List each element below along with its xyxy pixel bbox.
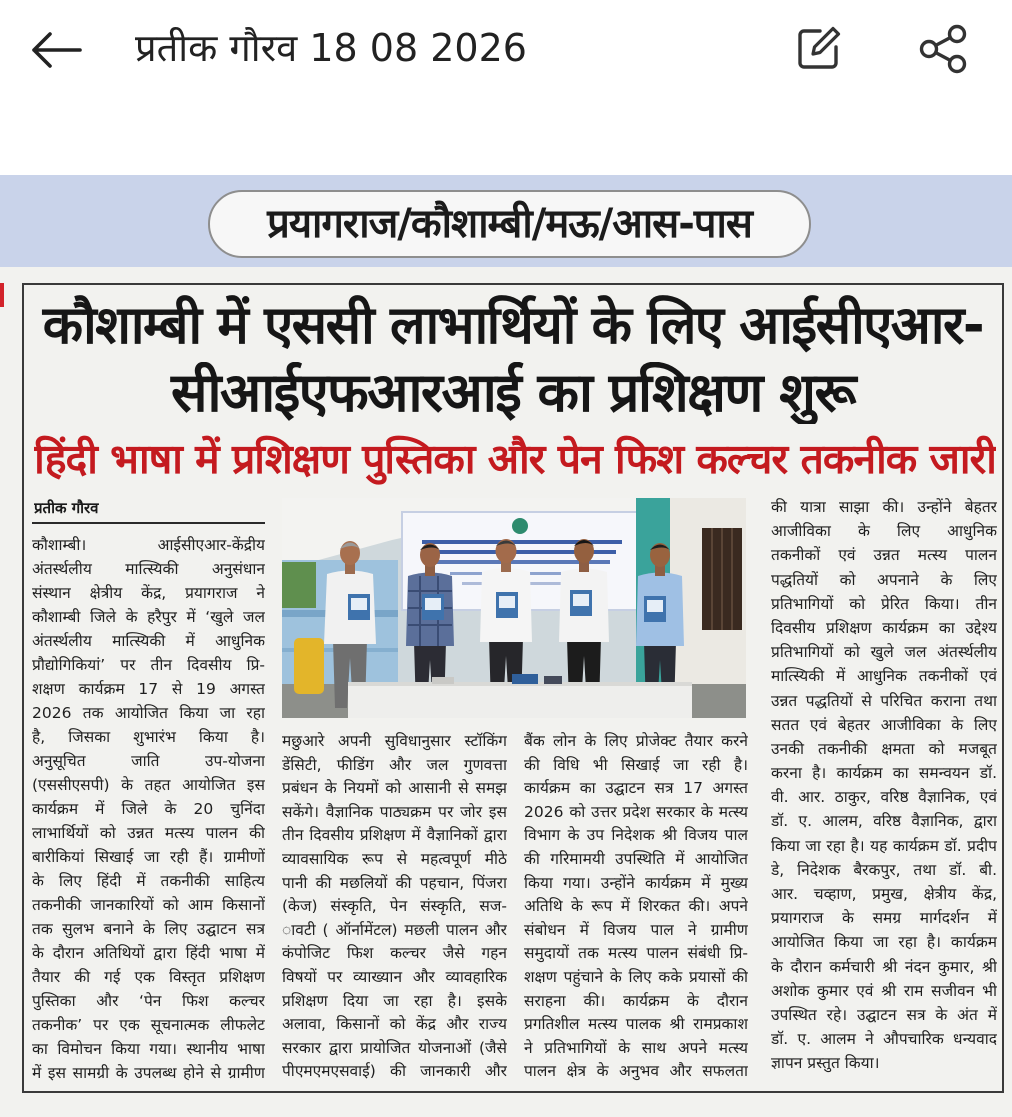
byline-divider <box>32 522 265 524</box>
article-column-1 <box>32 533 265 1088</box>
article-text-line: अंतर्स्थलीय मात्स्यिकी में आधुनिक <box>32 632 265 650</box>
subheadline: हिंदी भाषा में प्रशिक्षण पुस्तिका और पेन फिश कल्चर तकनीक जारी <box>34 435 996 483</box>
article-text-line: शक्षण पहुंचाने के लिए कके प्रयासों की <box>524 967 748 986</box>
article-text-line: लाभार्थियों को उन्नत मत्स्य पालन की <box>32 824 265 842</box>
article-text-line: किया जा रहा है। यह कार्यक्रम डॉ. प्रदीप <box>771 836 997 855</box>
event-photo <box>282 498 746 718</box>
article-text-line: समुदायों तक मत्स्य पालन संबंधी प्रि- <box>524 944 748 963</box>
article-text-line: तैयार की गई एक विस्तृत प्रशिक्षण <box>32 968 265 986</box>
section-tag[interactable] <box>208 190 811 258</box>
article-text-line: (एससीएसपी) के तहत आयोजित इस <box>32 776 265 794</box>
article-text-line: तकनीकों एवं उन्नत मत्स्य पालन <box>771 546 997 565</box>
article-text-line: कौशाम्बी जिले के हरैपुर में ‘खुले जल <box>32 608 265 626</box>
edit-icon <box>793 24 843 74</box>
news-article <box>22 283 1004 1093</box>
article-text-line: विभाग के उप निदेशक श्री विजय पाल <box>524 826 748 845</box>
article-column-2 <box>282 730 507 1087</box>
article-text-line: अशोक कुमार एवं श्री राम सजीवन भी <box>771 981 997 1000</box>
article-text-line: प्रतिभागियों को खुले जल अंतर्स्थलीय <box>771 643 997 662</box>
article-text-line: डॉ. ए. आलम, वरिष्ठ वैज्ञानिक, द्वारा <box>771 812 997 831</box>
article-text-line: कार्यक्रम का उद्घाटन सत्र 17 अगस्त <box>524 779 748 798</box>
share-button[interactable] <box>916 22 970 76</box>
article-text-line: व्यावसायिक रूप से महत्वपूर्ण मीठे <box>282 849 507 868</box>
byline: प्रतीक गौरव <box>34 499 99 517</box>
edit-button[interactable] <box>793 24 843 74</box>
article-text-line: आयोजित किया जा रहा है। कार्यक्रम <box>771 933 997 952</box>
article-text-line: वी. आर. ठाकुर, वरिष्ठ वैज्ञानिक, एवं <box>771 788 997 807</box>
article-column-4 <box>771 495 997 1080</box>
article-text-line: की विधि भी सिखाई जा रही है। <box>524 755 748 774</box>
article-text-line: उनकी तकनीकी क्षमता को मजबूत <box>771 739 997 758</box>
article-text-line: मछुआरे अपनी सुविधानुसार स्टॉकिंग <box>282 732 507 750</box>
article-text-line: तीन दिवसीय प्रशिक्षण में वैज्ञानिकों द्वारा <box>282 826 507 845</box>
section-tag-label: प्रयागराज/कौशाम्बी/मऊ/आस-पास <box>267 201 752 247</box>
article-text-line: उन्नत पद्धतियों से परिचित कराना तथा <box>771 691 997 710</box>
article-text-line: पानी की मछलियों की पहचान, पिंजरा <box>282 873 507 892</box>
article-text-line: में इस सामग्री के उपलब्ध होने से ग्रामीण <box>32 1064 265 1082</box>
article-text-line: डॉ. ए. आलम ने औपचारिक धन्यवाद <box>771 1030 997 1049</box>
article-text-line: ज्ञापन प्रस्तुत किया। <box>771 1054 880 1073</box>
article-text-line: की यात्रा साझा की। उन्होंने बेहतर <box>771 498 997 516</box>
article-text-line: शक्षण कार्यक्रम 17 से 19 अगस्त <box>32 680 265 698</box>
article-text-line: पद्धतियों को अपनाने के लिए <box>771 570 997 589</box>
chair <box>294 638 324 694</box>
article-text-line: विषयों पर व्याख्यान और व्यावहारिक <box>282 967 507 986</box>
article-text-line: कार्यक्रम में जिले के 20 चुनिंदा <box>32 800 265 818</box>
headline-line-1: कौशाम्बी में एससी लाभार्थियों के लिए आईसीएआर- <box>42 295 984 356</box>
article-text-line: है, जिसका शुभारंभ किया है। <box>32 728 265 746</box>
section-band <box>0 175 1012 267</box>
article-text-line: तक सुलभ बनाने के लिए उद्घाटन सत्र <box>32 920 265 938</box>
article-text-line: अनुसूचित जाति उप-योजना <box>32 752 265 770</box>
article-text-line: अतिथि के रूप में शिरकत की। अपने <box>524 897 748 916</box>
article-text-line: पालन क्षेत्र के अनुभव और सफलता <box>524 1062 748 1081</box>
article-text-line: के दौरान कर्मचारी श्री नंदन कुमार, श्री <box>771 957 997 976</box>
article-text-line: बारीकियां सिखाई जा रही हैं। ग्रामीणों <box>32 848 265 866</box>
back-button[interactable] <box>28 28 86 72</box>
article-text-line: प्रयागराज के समग्र मार्गदर्शन में <box>771 909 997 928</box>
article-text-line: ावटी ( ऑर्नामेंटल) मछली पालन और <box>282 920 507 939</box>
page-title: प्रतीक गौरव 18 08 2026 <box>135 26 527 70</box>
article-text-line: दिवसीय प्रशिक्षण कार्यक्रम का उद्देश्य <box>771 618 997 637</box>
article-text-line: करना है। कार्यक्रम का समन्वयन डॉ. <box>771 764 997 783</box>
article-text-line: ने प्रतिभागियों के साथ अपने मत्स्य <box>524 1038 748 1057</box>
app-bar <box>0 0 1012 175</box>
article-text-line: संस्थान क्षेत्रीय केंद्र, प्रयागराज ने <box>32 584 265 602</box>
article-text-line: के दौरान अतिथियों द्वारा हिंदी भाषा में <box>32 944 265 962</box>
article-text-line: सतत एवं बेहतर आजीविका के लिए <box>771 715 997 734</box>
article-text-line: सकेंगे। वैज्ञानिक पाठ्यक्रम पर जोर इस <box>282 802 507 821</box>
article-text-line: प्रशिक्षण दिया जा रहा है। इसके <box>282 991 507 1010</box>
article-text-line: मात्स्यिकी में आधुनिक तकनीकों एवं <box>771 667 997 686</box>
article-text-line: के लिए हिंदी में तकनीकी साहित्य <box>32 872 265 890</box>
article-text-line: प्रौद्योगिकियां’ पर तीन दिवसीय प्रि- <box>32 656 265 674</box>
arrow-left-icon <box>28 28 86 72</box>
article-column-3 <box>524 730 748 1087</box>
article-text-line: कंपोजिट फिश कल्चर जैसे गहन <box>282 944 507 963</box>
article-text-line: 2026 को उत्तर प्रदेश सरकार के मत्स्य <box>524 802 748 821</box>
article-text-line: पीएमएमएसवाई) की जानकारी और <box>282 1062 507 1081</box>
article-text-line: 2026 तक आयोजित किया जा रहा <box>32 704 265 722</box>
article-text-line: प्रगतिशील मत्स्य पालक श्री रामप्रकाश <box>524 1015 748 1034</box>
article-text-line: तकनीक’ पर एक सूचनात्मक लीफलेट <box>32 1016 265 1034</box>
article-text-line: आजीविका के लिए आधुनिक <box>771 522 997 541</box>
article-text-line: बैंक लोन के लिए प्रोजेक्ट तैयार करने <box>524 732 748 750</box>
edge-marker <box>0 283 4 307</box>
article-text-line: डेंसिटी, फीडिंग और जल गुणवत्ता <box>282 755 507 774</box>
share-icon <box>916 22 970 76</box>
article-text-line: (केज) संस्कृति, पेन संस्कृति, सज- <box>282 897 507 916</box>
article-text-line: पुस्तिका और ‘पेन फिश कल्चर <box>32 992 265 1010</box>
article-text-line: प्रबंधन के नियमों को आसानी से समझ <box>282 779 507 798</box>
article-text-line: प्रतिभागियों को प्रेरित किया। तीन <box>771 594 997 613</box>
article-text-line: की गरिमामयी उपस्थिति में आयोजित <box>524 849 748 868</box>
article-text-line: अंतर्स्थलीय मात्स्यिकी अनुसंधान <box>32 560 265 578</box>
article-text-line: सराहना की। कार्यक्रम के दौरान <box>524 991 748 1010</box>
article-text-line: संबोधन में विजय पाल ने ग्रामीण <box>524 920 748 939</box>
article-text-line: का विमोचन किया गया। स्थानीय भाषा <box>32 1040 265 1058</box>
article-text-line: किया गया। उन्होंने कार्यक्रम में मुख्य <box>524 873 748 892</box>
article-text-line: उपस्थित रहे। उद्घाटन सत्र के अंत में <box>771 1005 997 1024</box>
article-text-line: सरकार द्वारा प्रायोजित योजनाओं (जैसे <box>282 1038 507 1057</box>
article-text-line: डे, निदेशक बैरकपुर, तथा डॉ. बी. <box>771 860 997 879</box>
headline-line-2: सीआईएफआरआई का प्रशिक्षण शुरू <box>171 362 855 424</box>
article-text-line: कौशाम्बी। आईसीएआर-केंद्रीय <box>32 536 265 554</box>
article-text-line: आर. चव्हाण, प्रमुख, क्षेत्रीय केंद्र, <box>771 885 997 903</box>
article-text-line: अलावा, किसानों को केंद्र और राज्य <box>282 1015 507 1034</box>
article-text-line: तकनीकी जानकारियों को आम किसानों <box>32 896 265 914</box>
